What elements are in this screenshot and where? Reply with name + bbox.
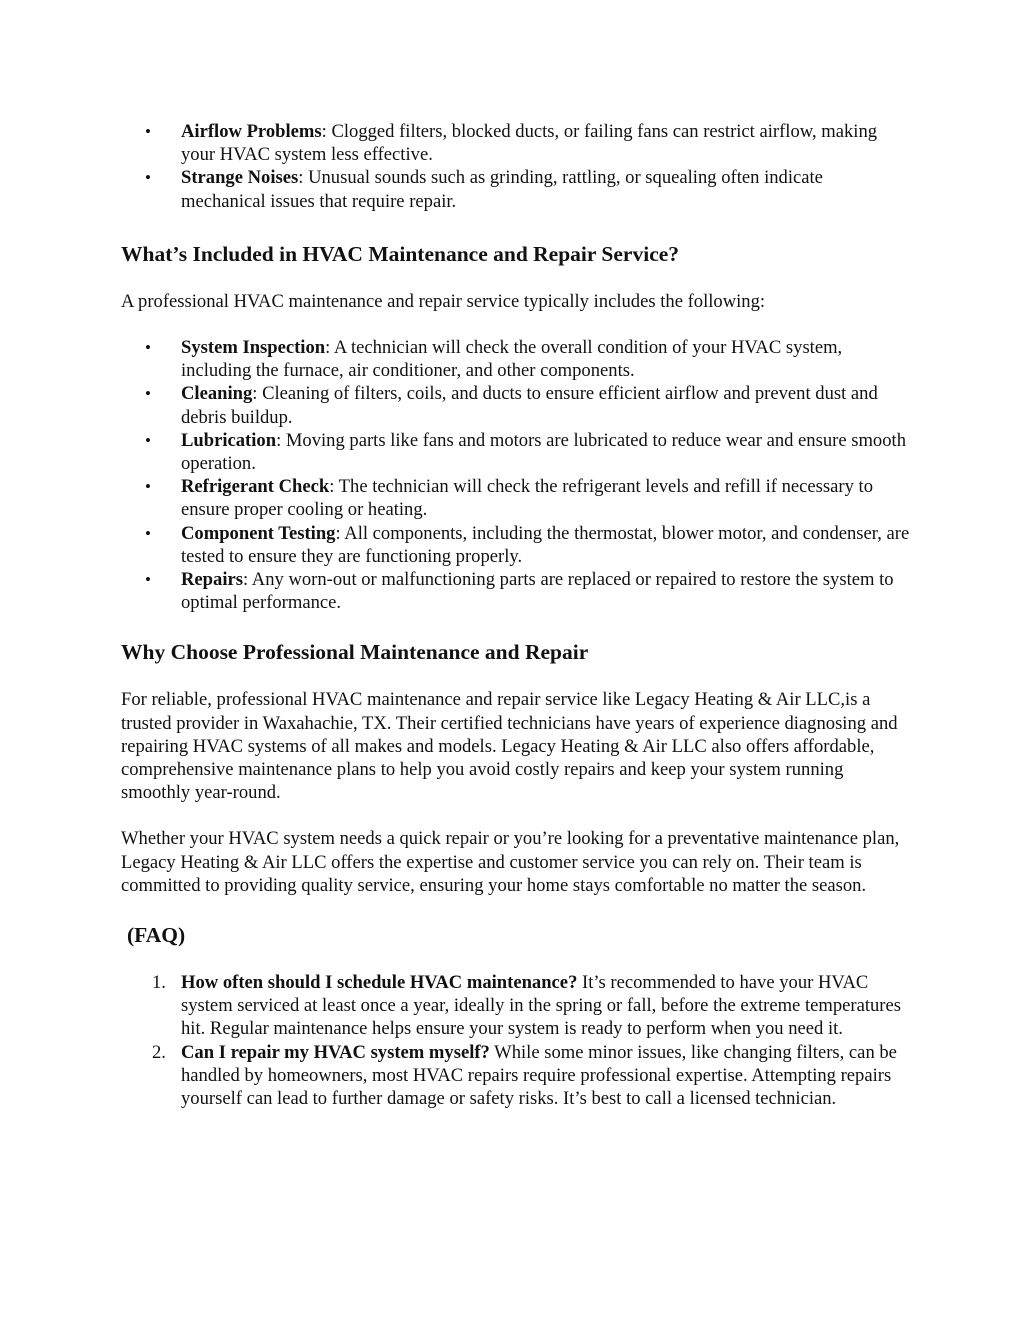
faq-answer: While some minor issues, like changing filters, can be handled by homeowners, most HVAC repairs require professional expertise. Attempting repairs yourself can lead to further damage or safety risks. It’s best to call a licensed technician.: [181, 1041, 897, 1110]
list-item: [121, 382, 911, 428]
faq-number: 2.: [152, 1041, 166, 1063]
bullet-icon: •: [145, 338, 151, 358]
list-item-text: : A technician will check the overall condition of your HVAC system, including the furnace, air conditioner, and other components.: [181, 337, 843, 382]
problems-list: [121, 120, 911, 213]
bullet-icon: •: [145, 430, 151, 450]
list-item-term: Component Testing: [181, 522, 336, 544]
list-item-term: Repairs: [181, 569, 243, 591]
list-item: [121, 429, 911, 475]
section-heading: Why Choose Professional Maintenance and Repair: [121, 640, 589, 665]
list-item-text: : Clogged filters, blocked ducts, or failing fans can restrict airflow, making your HVAC system less effective.: [181, 121, 878, 166]
bullet-icon: •: [145, 570, 151, 590]
list-item-text: : Unusual sounds such as grinding, rattling, or squealing often indicate mechanical issues that require repair.: [181, 167, 823, 212]
faq-heading: (FAQ): [127, 923, 186, 948]
bullet-icon: •: [145, 384, 151, 404]
list-item-term: Refrigerant Check: [181, 476, 330, 498]
paragraph: Whether your HVAC system needs a quick repair or you’re looking for a preventative maintenance plan, Legacy Heating & Air LLC offers the expertise and customer service you can rely on. Their team is committed to providing quality service, ensuring your home stays comfortable no matter the season.: [121, 828, 900, 896]
list-item-term: System Inspection: [181, 337, 326, 359]
list-item: [121, 475, 911, 521]
bullet-icon: •: [145, 122, 151, 141]
list-item: [121, 166, 911, 212]
list-item-term: Lubrication: [181, 429, 277, 451]
bullet-icon: •: [145, 523, 151, 543]
faq-item: [121, 1041, 911, 1111]
list-item-text: : All components, including the thermostat, blower motor, and condenser, are tested to ensure they are functioning properly.: [181, 522, 910, 567]
section-intro: A professional HVAC maintenance and repair service typically includes the following:: [121, 290, 766, 312]
list-item-term: Airflow Problems: [181, 121, 322, 142]
faq-number: 1.: [152, 972, 166, 994]
list-item: [121, 120, 911, 166]
paragraph: For reliable, professional HVAC maintenance and repair service like Legacy Heating & Air LLC,is a trusted provider in Waxahachie, TX. Their certified technicians have years of experience diagnosing and repairing HVAC systems of all makes and models. Legacy Heating & Air LLC also offers affordable, comprehensive maintenance plans to help you avoid costly repairs and keep your system running smoothly year-round.: [121, 689, 898, 804]
section-heading: What’s Included in HVAC Maintenance and Repair Service?: [121, 241, 680, 266]
faq-question: Can I repair my HVAC system myself?: [181, 1041, 490, 1063]
list-item: [121, 568, 911, 614]
bullet-icon: •: [145, 168, 151, 188]
faq-answer: It’s recommended to have your HVAC system serviced at least once a year, ideally in the spring or fall, before the extreme temperatures hit. Regular maintenance helps ensure your system is ready to perform when you need it.: [181, 972, 901, 1040]
document-content: [121, 120, 911, 1110]
list-item-term: Cleaning: [181, 383, 253, 405]
list-item: [121, 522, 911, 568]
list-item-text: : Moving parts like fans and motors are lubricated to reduce wear and ensure smooth operation.: [181, 429, 906, 475]
list-item-text: : Cleaning of filters, coils, and ducts to ensure efficient airflow and prevent dust and debris buildup.: [181, 383, 878, 428]
faq-item: [121, 971, 911, 1041]
list-item-text: : The technician will check the refrigerant levels and refill if necessary to ensure proper cooling or heating.: [181, 476, 873, 521]
list-item-term: Strange Noises: [181, 167, 299, 189]
faq-question: How often should I schedule HVAC maintenance?: [181, 972, 578, 994]
bullet-icon: •: [145, 477, 151, 497]
list-item-text: : Any worn-out or malfunctioning parts are replaced or repaired to restore the system to optimal performance.: [181, 569, 894, 614]
list-item: [121, 336, 911, 382]
faq-list: [121, 971, 911, 1110]
services-list: [121, 336, 911, 614]
